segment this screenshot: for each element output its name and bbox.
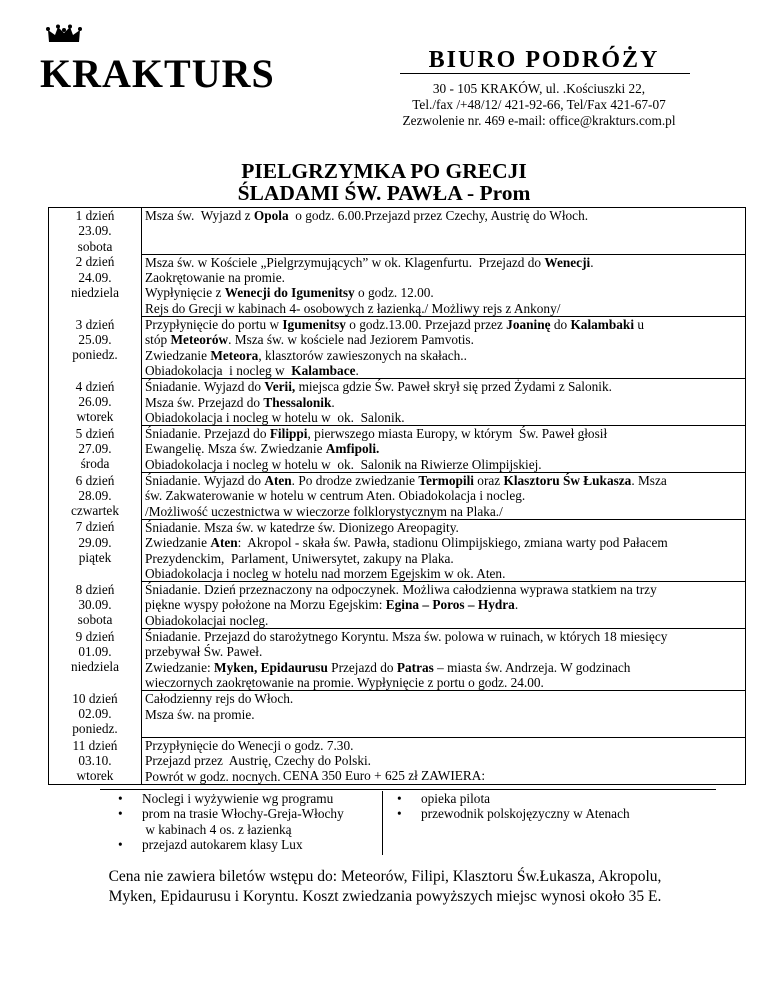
place-name: Myken, Epidaurusu [214,659,328,675]
text-segment: oraz [473,473,504,489]
day-number: 5 dzień [75,425,115,441]
place-name: Aten [210,535,238,551]
description-line [145,644,743,659]
itinerary-table [48,207,746,785]
text-segment: miejsca gdzie Św. Paweł skrył się przed Żydami z Salonik. [295,379,612,395]
text-segment: Przejazd przez Austrię, Czechy do Polski. [145,753,371,769]
text-segment: Obiadokolacja i nocleg w hotelu w ok. Salonik na Riwierze Olimpijskiej. [145,456,542,472]
description-line [145,441,743,456]
place-name: Kalambaki [570,317,635,333]
bullet-icon: • [397,791,402,806]
text-segment: . Msza [631,473,667,489]
includes-list-right [383,791,713,822]
text-segment: wieczornych zaokrętowanie na promie. Wypłynięcie z portu o godz. 24.00. [145,674,544,690]
text-segment [145,223,148,238]
crown-icon [46,24,82,44]
text-segment: Zwiedzanie [145,535,211,551]
day-number: 3 dzień [75,316,115,332]
day-number: 8 dzień [75,581,115,597]
text-segment: o godz. 6.00.Przejazd przez Czechy, Austrię do Włoch. [288,208,589,223]
include-text: prom na trasie Włochy-Greja-Włochy [142,806,344,822]
text-segment: Śniadanie. Przejazd do starożytnego Koryntu. Msza św. polowa w ruinach, w których 18 miesięcy [145,629,668,645]
includes-divider [100,789,716,790]
text-segment: Zwiedzanie [145,347,211,363]
text-segment: Przypłynięcie do Wenecji o godz. 7.30. [145,738,354,754]
day-cell [49,691,142,738]
description-line [145,410,743,425]
document-subtitle: ŚLADAMI ŚW. PAWŁA - Prom [237,181,531,205]
day-weekday: niedziela [71,659,119,675]
bureau-title: BIURO PODRÓŻY [428,47,660,73]
place-name: Klasztoru Św Łukasza [503,473,632,489]
day-description [142,519,746,581]
place-name: Verii, [264,379,296,395]
description-line [145,363,743,378]
place-name: Meteora [210,347,259,363]
text-segment: Zaokrętowanie na promie. [145,270,285,286]
text-segment: Msza św. Przejazd do [145,394,264,410]
day-date: 24.09. [78,269,112,285]
description-line [145,691,743,706]
day-number: 9 dzień [75,628,115,644]
description-line [145,270,743,285]
text-segment: /Możliwość uczestnictwa w wieczorze folklorystycznym na Plaka./ [145,503,503,519]
text-segment: Obiadokolacjai nocleg. [145,612,269,628]
text-segment: Ewangelię. Msza św. Zwiedzanie [145,441,326,457]
text-segment: u [634,317,644,333]
day-cell [49,317,142,379]
description-line [145,426,743,441]
day-date: 26.09. [78,394,112,410]
includes-list-left [104,791,383,855]
day-cell [49,208,142,255]
description-line [145,208,743,223]
description-line [145,566,743,581]
description-line [145,613,743,628]
day-cell [49,473,142,520]
place-name: Igumenitsy [282,317,346,333]
day-description [142,379,746,426]
text-segment: Śniadanie. Dzień przeznaczony na odpoczynek. Możliwa całodzienna wyprawa statkiem na trzy [145,582,657,598]
day-weekday: poniedz. [72,347,118,363]
itinerary-row [49,426,746,473]
include-text: w kabinach 4 os. z łazienką [142,821,292,837]
place-name: Termopili [418,473,474,489]
itinerary-row [49,379,746,426]
logo-wordmark: RAKTURS [72,51,275,96]
price-line: CENA 350 Euro + 625 zł ZAWIERA: [282,768,486,783]
place-name: Meteorów [170,332,229,348]
day-description [142,317,746,379]
include-text: opieka pilota [421,791,491,806]
description-line [145,629,743,644]
description-line [145,504,743,519]
day-weekday: sobota [77,238,113,254]
day-date: 29.09. [78,534,112,550]
place-name: Patras [396,659,434,675]
text-segment: Zwiedzanie: [145,659,215,675]
day-description [142,254,746,316]
day-weekday: piątek [78,550,112,566]
day-cell [49,426,142,473]
place-name: Opola [253,208,289,223]
text-segment: Obiadokolacja i nocleg w [145,362,292,378]
text-segment: o godz. 12.00. [354,285,434,301]
description-line [145,738,743,753]
itinerary-row [49,691,746,738]
day-number: 10 dzień [72,690,118,706]
itinerary-row [49,582,746,629]
description-line [145,301,743,316]
day-date: 28.09. [78,487,112,503]
day-number: 4 dzień [75,378,115,394]
description-line [145,473,743,488]
contact-license-email: Zezwolenie nr. 469 e-mail: office@krakturs.com.pl [402,113,676,128]
text-segment: : Akropol - skała św. Pawła, stadionu Olimpijskiego, zmiana warty pod Pałacem [237,535,668,551]
description-line [145,675,743,690]
text-segment: Msza św. Wyjazd z [145,208,254,223]
footer-note-line: Myken, Epidaurusu i Koryntu. Koszt zwiedzania powyższych miejsc wynosi około 35 E. [108,888,662,905]
text-segment: Msza św. w Kościele „Pielgrzymujących” w ok. Klagenfurtu. Przejazd do [145,254,545,270]
include-item [383,791,713,806]
day-cell [49,629,142,691]
text-segment: Prezydenckim, Parlament, Uniwersytet, zakupy na Plaka. [145,550,454,566]
bullet-icon: • [118,806,123,822]
description-line [145,488,743,503]
text-segment: – miasta św. Andrzeja. W godzinach [433,659,631,675]
text-segment: . [331,394,335,410]
place-name: Thessalonik [263,394,332,410]
day-cell [49,582,142,629]
place-name: Wenecji [544,254,591,270]
description-line [145,395,743,410]
place-name: Kalambace [291,362,356,378]
text-segment: Śniadanie. Przejazd do [145,426,270,442]
day-description [142,208,746,255]
day-weekday: niedziela [71,284,119,300]
text-segment: Przypłynięcie do portu w [145,317,283,333]
day-date: 02.09. [78,706,112,721]
day-weekday: wtorek [76,409,114,425]
text-segment: Rejs do Grecji w kabinach 4- osobowych z łazienką./ Możliwy rejs z Ankony/ [145,300,561,316]
text-segment: . [514,597,519,613]
day-weekday: środa [80,456,110,472]
description-line [145,597,743,612]
day-weekday: sobota [77,612,113,628]
day-description [142,426,746,473]
include-item [104,837,382,852]
include-item [104,822,382,837]
itinerary-row [49,629,746,691]
contact-address: 30 - 105 KRAKÓW, ul. .Kościuszki 22, [432,81,646,96]
text-segment: Przejazd do [327,659,397,675]
text-segment: do [550,317,571,333]
description-line [145,551,743,566]
description-line [145,379,743,394]
text-segment: , klasztorów zawieszonych na skałach.. [258,347,467,363]
description-line [145,582,743,597]
day-number: 7 dzień [75,519,115,535]
description-line [145,707,743,722]
description-line [145,332,743,347]
day-number: 2 dzień [75,254,115,270]
day-date: 25.09. [78,331,112,347]
day-number: 1 dzień [75,208,115,223]
bullet-icon: • [118,791,123,806]
place-name: Filippi [269,426,308,442]
place-name: Egina – Poros – Hydra [385,597,515,613]
text-segment: stóp [145,332,171,348]
day-weekday: wtorek [76,768,114,784]
text-segment [145,239,148,254]
text-segment: Całodzienny rejs do Włoch. [145,691,294,707]
day-date: 01.09. [78,643,112,659]
include-text: przejazd autokarem klasy Lux [142,836,303,852]
day-date: 30.09. [78,596,112,612]
day-description [142,473,746,520]
itinerary-row [49,473,746,520]
description-line [145,348,743,363]
day-weekday: poniedz. [72,721,118,737]
day-date: 23.09. [78,223,112,239]
text-segment: Śniadanie. Wyjazd do [145,379,265,395]
text-segment: Wypłynięcie z [145,285,225,301]
day-weekday: czwartek [71,503,119,519]
text-segment: o godz.13.00. Przejazd przez [345,317,507,333]
title-underline [400,73,690,74]
text-segment: Obiadokolacja i nocleg w hotelu nad morzem Egejskim w ok. Aten. [145,565,506,581]
text-segment: . Po drodze zwiedzanie [291,473,419,489]
logo-initial: K [40,51,73,96]
description-line [145,317,743,332]
description-line [145,457,743,472]
footer-note [60,867,710,907]
description-line [145,520,743,535]
day-description [142,691,746,738]
day-description [142,582,746,629]
day-number: 11 dzień [72,737,118,753]
text-segment: Śniadanie. Msza św. w katedrze św. Dionizego Areopagity. [145,519,459,535]
day-cell [49,519,142,581]
itinerary-row [49,208,746,255]
contact-phone: Tel./fax /+48/12/ 421-92-66, Tel/Fax 421-67-07 [412,97,666,112]
text-segment: . [355,362,359,378]
itinerary-row [49,519,746,581]
company-logo [40,52,275,96]
description-line [145,239,743,254]
text-segment: Msza św. na promie. [145,706,255,722]
text-segment [145,722,148,737]
text-segment: piękne wyspy położone na Morzu Egejskim: [145,597,386,613]
text-segment: św. Zakwaterowanie w hotelu w centrum Aten. Obiadokolacja i nocleg. [145,488,526,504]
description-line [145,660,743,675]
text-segment: , pierwszego miasta Europy, w którym Św. Paweł głosił [307,426,608,442]
footer-note-line: Cena nie zawiera biletów wstępu do: Meteorów, Filipi, Klasztoru Św.Łukasza, Akropolu, [108,868,662,885]
place-name: Amfipoli. [325,441,380,457]
description-line [145,753,743,768]
day-date: 27.09. [78,440,112,456]
bullet-icon: • [118,836,123,852]
description-line [145,285,743,300]
itinerary-row [49,317,746,379]
itinerary-row [49,254,746,316]
day-date: 03.10. [78,752,112,768]
place-name: Aten [264,473,292,489]
day-number: 6 dzień [75,472,115,488]
include-text: przewodnik polskojęzyczny w Atenach [421,806,630,822]
description-line [145,223,743,238]
text-segment: Obiadokolacja i nocleg w hotelu w ok. Salonik. [145,409,405,425]
document-title: PIELGRZYMKA PO GRECJI [241,159,527,183]
include-item [383,806,713,821]
description-line [145,722,743,737]
description-line [145,535,743,550]
place-name: Joaninę [506,317,551,333]
text-segment: przebywał Św. Paweł. [145,644,263,660]
day-cell [49,254,142,316]
include-item [104,806,382,821]
text-segment: Śniadanie. Wyjazd do [145,473,265,489]
day-cell [49,379,142,426]
text-segment: . [590,254,594,270]
include-text: Noclegi i wyżywienie wg programu [142,791,334,806]
day-description [142,629,746,691]
bullet-icon: • [397,806,402,822]
place-name: Wenecji do Igumenitsy [224,285,355,301]
text-segment: Powrót w godz. nocnych. [145,768,281,784]
include-item [104,791,382,806]
description-line [145,255,743,270]
text-segment: . Msza św. w kościele nad Jeziorem Pamvotis. [228,332,474,348]
